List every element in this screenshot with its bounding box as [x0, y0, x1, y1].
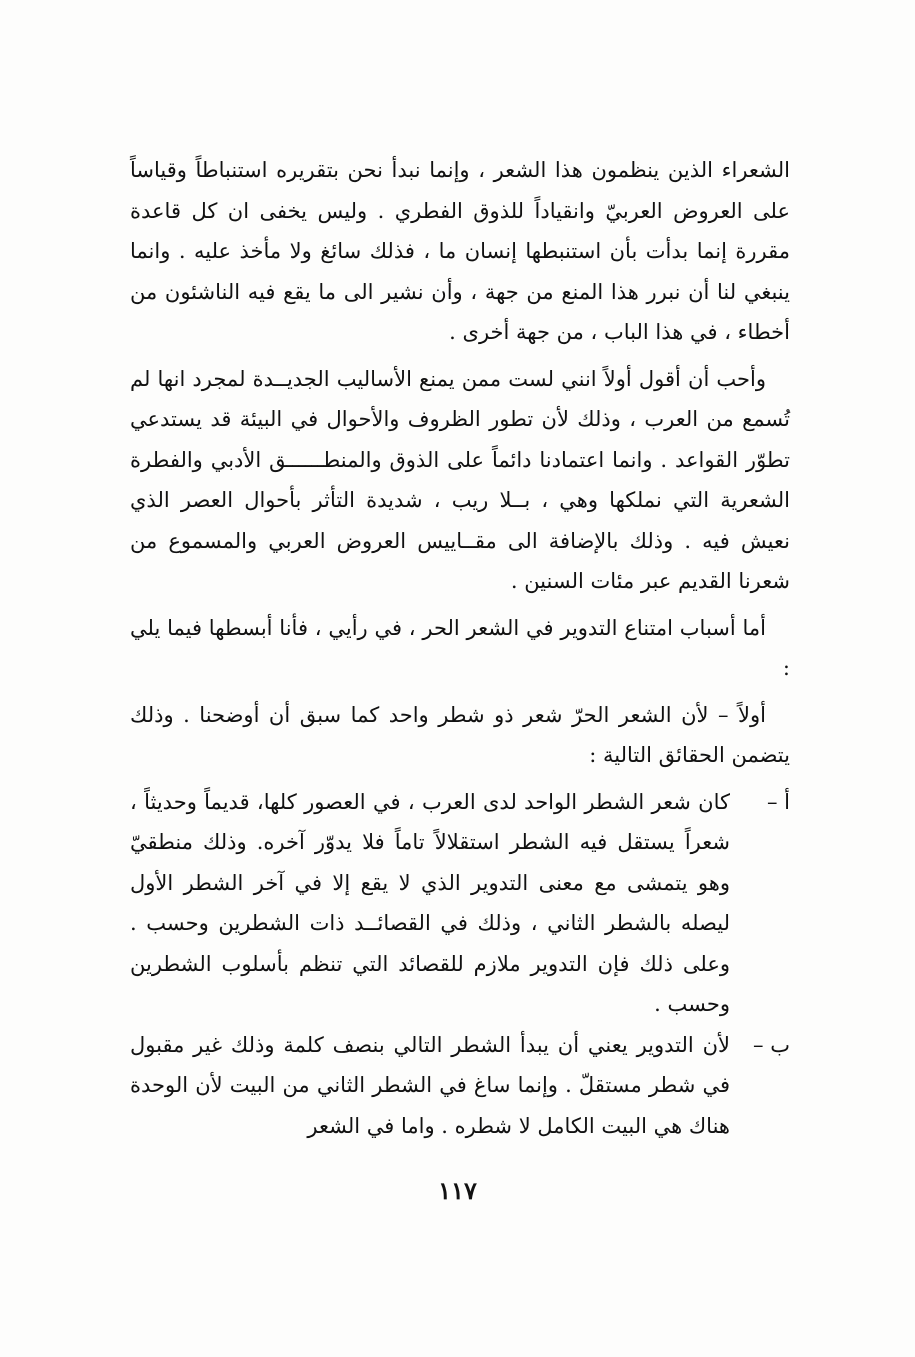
- paragraph-new-styles: وأحب أن أقول أولاً انني لست ممن يمنع الأساليب الجديــدة لمجرد انها لم تُسمع من العرب ، وذلك لأن تطور الظروف والأحوال في البيئة قد يستدعي تطوّر القواعد . وانما اعتمادنا دائماً على الذوق والمنطــــــق الأدبي والفطرة الشعرية التي نملكها وهي ، بــلا ريب ، شديدة التأثر بأحوال العصر الذي نعيش فيه . وذلك بالإضافة الى مقــاييس العروض العربي والمسموع من شعرنا القديم عبر مئات السنين .: [130, 366, 790, 593]
- list-item-text: كان شعر الشطر الواحد لدى العرب ، في العصور كلها، قديماً وحديثاً ، شعراً يستقل فيه الشطر استقلالاً تاماً فلا يدوّر آخره. وذلك منطقيّ وهو يتمشى مع معنى التدوير الذي لا يقع إلا في آخر الشطر الأول ليصله بالشطر الثاني ، وذلك في القصائــد ذات الشطرين وحسب . وعلى ذلك فإن التدوير ملازم للقصائد التي تنظم بأسلوب الشطرين وحسب .: [130, 789, 730, 1016]
- paragraph-reasons-intro: أما أسباب امتناع التدوير في الشعر الحر ، في رأيي ، فأنا أبسطها فيما يلي :: [130, 615, 790, 680]
- paragraph-continuation: الشعراء الذين ينظمون هذا الشعر ، وإنما نبدأ نحن بتقريره استنباطاً وقياساً على العروض العربيّ وانقياداً للذوق الفطري . وليس يخفى ان كل قاعدة مقررة إنما بدأت بأن استنبطها إنسان ما ، فذلك سائغ ولا مأخذ عليه . وانما ينبغي لنا أن نبرر هذا المنع من جهة ، وأن نشير الى ما يقع فيه الناشئون من أخطاء ، في هذا الباب ، من جهة أخرى .: [130, 158, 790, 344]
- list-marker: أ –: [766, 789, 790, 814]
- list-item-ba: [130, 1025, 790, 1147]
- list-marker: ب –: [753, 1032, 790, 1057]
- list-item-text: لأن التدوير يعني أن يبدأ الشطر التالي بنصف كلمة وذلك غير مقبول في شطر مستقلّ . وإنما ساغ في الشطر الثاني من البيت لأن الوحدة هناك هي البيت الكامل لا شطره . واما في الشعر: [130, 1032, 730, 1138]
- page-body: [130, 150, 790, 1146]
- paragraph-first-reason: أولاً – لأن الشعر الحرّ شعر ذو شطر واحد كما سبق أن أوضحنا . وذلك يتضمن الحقائق التالية :: [130, 702, 790, 767]
- page-number: ١١٧: [438, 1176, 477, 1205]
- list-item-alif: [130, 782, 790, 1025]
